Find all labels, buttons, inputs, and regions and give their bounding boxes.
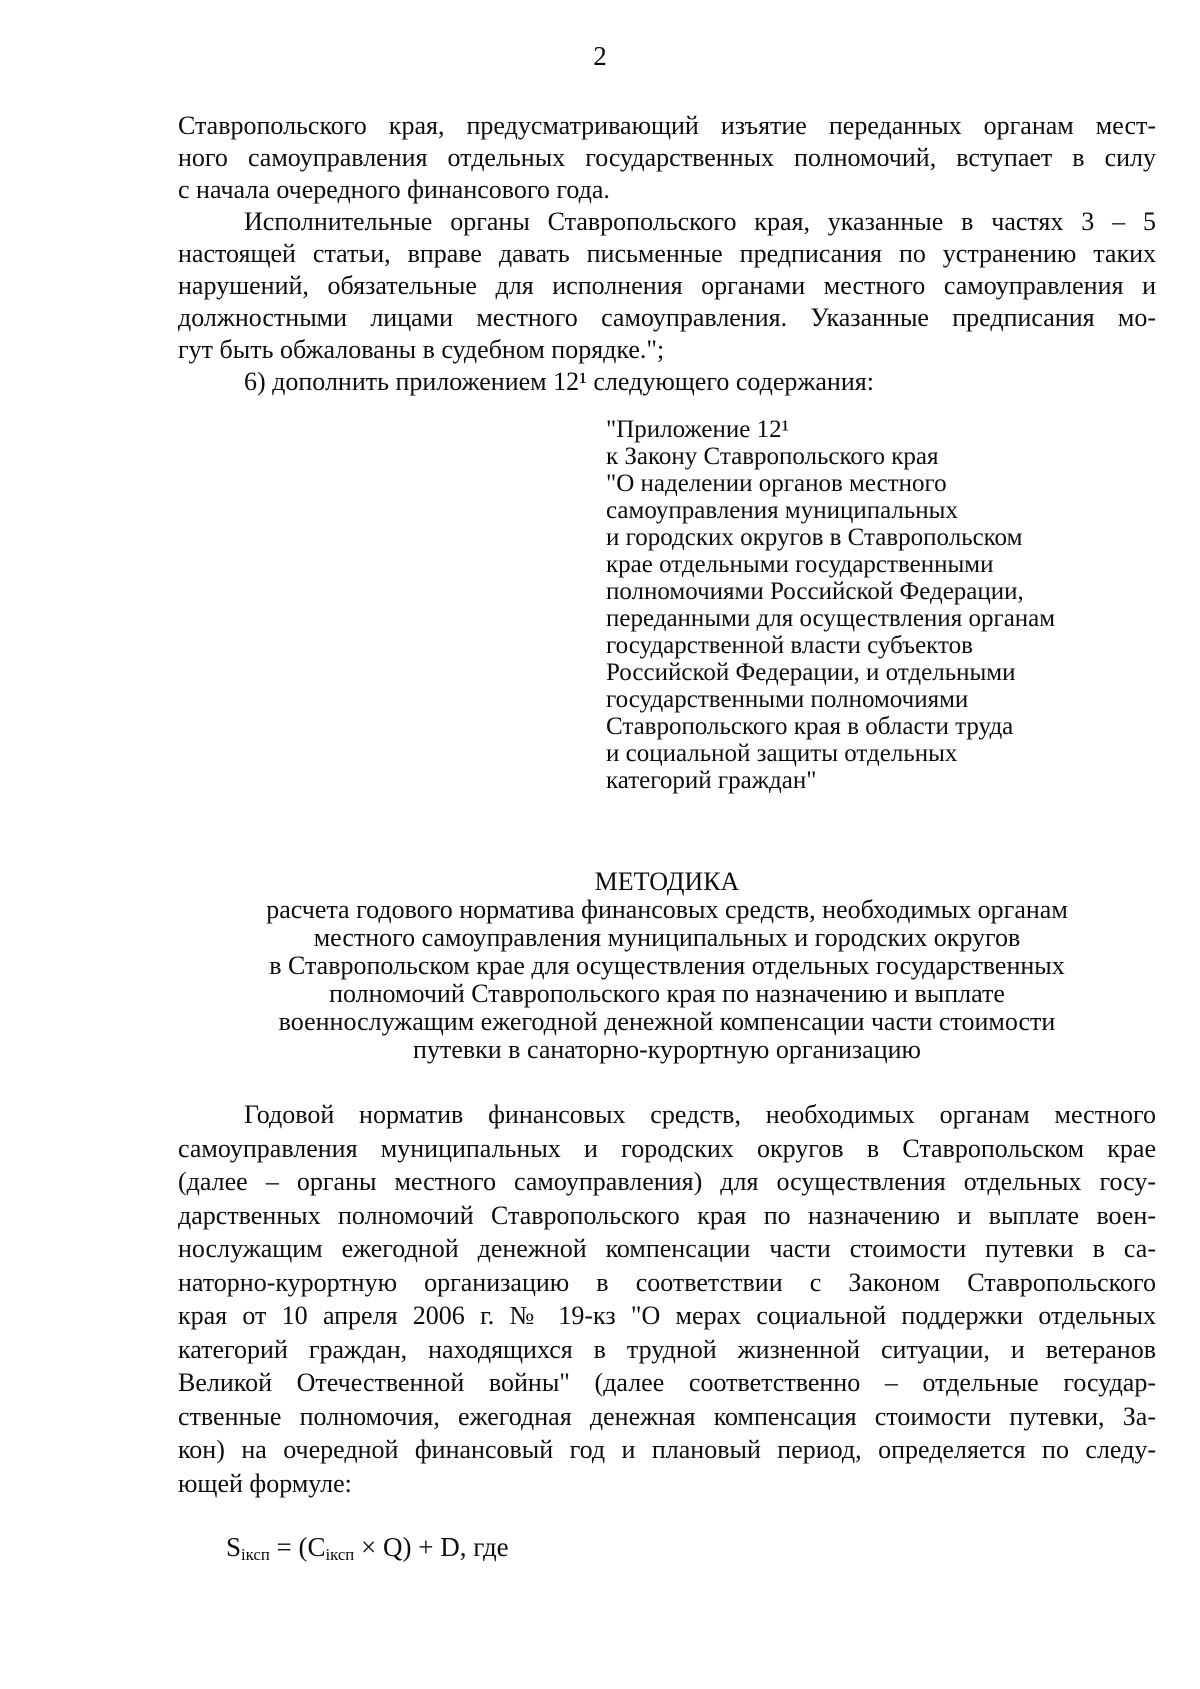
- text-line: военнослужащим ежегодной денежной компенсации части стоимости: [278, 1007, 1056, 1036]
- text-line: категорий граждан": [606, 767, 817, 794]
- text-line: самоуправления муниципальных: [606, 497, 958, 524]
- methodika-title: МЕТОДИКА: [594, 867, 740, 896]
- formula-equals: = (: [269, 1532, 308, 1562]
- methodika-subtitle: [178, 896, 1156, 1064]
- text-line: Российской Федерации, и отдельными: [606, 659, 1016, 686]
- text-line: Ставропольского края в области труда: [606, 713, 1014, 740]
- text-line: "О наделении органов местного: [606, 470, 947, 497]
- text-line: настоящей статьи, вправе давать письменные предписания по устранению таких: [178, 239, 1156, 268]
- text-line: должностными лицами местного самоуправления. Указанные предписания мо-: [178, 303, 1156, 332]
- text-line: края от 10 апреля 2006 г. № 19-кз "О мерах социальной поддержки отдельных: [178, 1301, 1156, 1330]
- text-line: с начала очередного финансового года.: [178, 175, 610, 204]
- appendix-reference-block: [606, 416, 1156, 794]
- formula-c: C: [307, 1532, 326, 1562]
- text-line: Ставропольского края, предусматривающий изъятие переданных органам мест-: [178, 111, 1156, 140]
- text-line: государственными полномочиями: [606, 686, 969, 713]
- paragraph-item-6: [178, 366, 1156, 398]
- text-line: "Приложение 12¹: [606, 416, 790, 443]
- text-line: переданными для осуществления органам: [606, 605, 1056, 632]
- text-line: полномочиями Российской Федерации,: [606, 578, 1024, 605]
- text-line: и социальной защиты отдельных: [606, 740, 958, 767]
- page-number: 2: [593, 41, 607, 71]
- text-line: наторно-курортную организацию в соответствии с Законом Ставропольского: [178, 1267, 1156, 1297]
- text-line: путевки в санаторно-курортную организацию: [413, 1035, 921, 1064]
- text-line: полномочий Ставропольского края по назначению и выплате: [329, 979, 1005, 1008]
- text-line: в Ставропольском крае для осуществления отдельных государственных: [269, 951, 1065, 980]
- text-line: крае отдельными государственными: [606, 551, 994, 578]
- text-line: нослужащим ежегодной денежной компенсации части стоимости путевки в са-: [178, 1234, 1156, 1263]
- document-content: [178, 110, 1156, 1564]
- text-line: нарушений, обязательные для исполнения органами местного самоуправления и: [178, 271, 1156, 300]
- text-line: и городских округов в Ставропольском: [606, 524, 1023, 551]
- text-line: гут быть обжалованы в судебном порядке.";: [178, 335, 665, 364]
- paragraph-executive-bodies: [178, 206, 1156, 366]
- text-line: ющей формуле:: [178, 1468, 352, 1498]
- text-line: кон) на очередной финансовый год и плановый период, определяется по следу-: [178, 1435, 1156, 1464]
- methodika-heading-block: [178, 868, 1156, 1064]
- text-line: Годовой норматив финансовых средств, необходимых органам местного: [244, 1100, 1156, 1129]
- text-line: местного самоуправления муниципальных и городских округов: [313, 923, 1021, 952]
- text-line: (далее – органы местного самоуправления) для осуществления отдельных госу-: [178, 1167, 1156, 1196]
- paragraph-continuation: [178, 110, 1156, 206]
- formula-c-subscript: iксп: [325, 1545, 355, 1565]
- text-line: государственной власти субъектов: [606, 632, 973, 659]
- text-line: 6) дополнить приложением 12¹ следующего содержания:: [244, 367, 874, 396]
- text-line: самоуправления муниципальных и городских округов в Ставропольском крае: [178, 1133, 1156, 1163]
- text-line: ственные полномочия, ежегодная денежная компенсация стоимости путевки, За-: [178, 1401, 1156, 1431]
- text-line: дарственных полномочий Ставропольского края по назначению и выплате воен-: [178, 1200, 1156, 1230]
- text-line: ного самоуправления отдельных государственных полномочий, вступает в силу: [178, 143, 1156, 172]
- text-line: к Закону Ставропольского края: [606, 443, 939, 470]
- formula: [226, 1530, 1156, 1564]
- text-line: категорий граждан, находящихся в трудной жизненной ситуации, и ветеранов: [178, 1334, 1156, 1364]
- formula-tail: × Q) + D, где: [354, 1532, 509, 1562]
- formula-lhs: S: [226, 1532, 242, 1562]
- text-line: Исполнительные органы Ставропольского края, указанные в частях 3 – 5: [244, 207, 1156, 236]
- text-line: Великой Отечественной войны" (далее соответственно – отдельные государ-: [178, 1368, 1156, 1397]
- formula-lhs-subscript: iксп: [241, 1545, 270, 1565]
- text-line: расчета годового норматива финансовых средств, необходимых органам: [266, 895, 1068, 924]
- paragraph-annual-norm: [178, 1098, 1156, 1500]
